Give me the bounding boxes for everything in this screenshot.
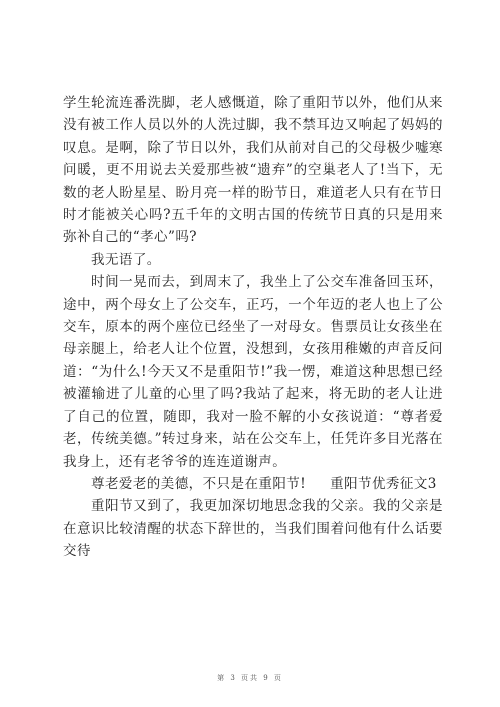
paragraph-2: 我无语了。 bbox=[91, 251, 161, 268]
paragraph-1: 学生轮流连番洗脚，老人感慨道，除了重阳节以外，他们从来没有被工作人员以外的人洗过脚，我不禁耳边又响起了妈妈的叹息。是啊，除了节日以外，我们从前对自己的父母极少嘘寒问暖，更不用说去关爱那些被“遗弃”的空巢老人了!当下，无数的老人盼星星、盼月亮一样的盼节日，难道老人只有在节日时才能被关心吗?五千年的文明古国的传统节日真的只是用来弥补自己的“孝心”吗? bbox=[63, 95, 443, 246]
paragraph-5: 重阳节又到了，我更加深切地思念我的父亲。我的父亲是在意识比较清醒的状态下辞世的，当我们围着问他有什么话要交待 bbox=[63, 498, 443, 560]
closing-line-row bbox=[63, 473, 443, 495]
document-body bbox=[63, 92, 443, 563]
paragraph-3: 时间一晃而去，到周末了，我坐上了公交车准备回玉环，途中，两个母女上了公交车，正巧，一个年迈的老人也上了公交车，原本的两个座位已经坐了一对母女。售票员让女孩坐在母亲腿上，给老人让个位置，没想到，女孩用稚嫩的声音反问道：“为什么!今天又不是重阳节!”我一愣，难道这种思想已经被灌输进了儿童的心里了吗?我站了起来，将无助的老人让进了自己的位置，随即，我对一脸不解的小女孩说道：“尊者爱老，传统美德。”转过身来，站在公交车上，任凭许多目光落在我身上，还有老爷爷的连连道谢声。 bbox=[63, 274, 443, 470]
section-title: 重阳节优秀征文3 bbox=[330, 475, 437, 492]
page-number-footer: 第 3 页共 9 页 bbox=[217, 674, 283, 682]
closing-line: 尊老爱老的美德，不只是在重阳节! bbox=[91, 475, 307, 492]
